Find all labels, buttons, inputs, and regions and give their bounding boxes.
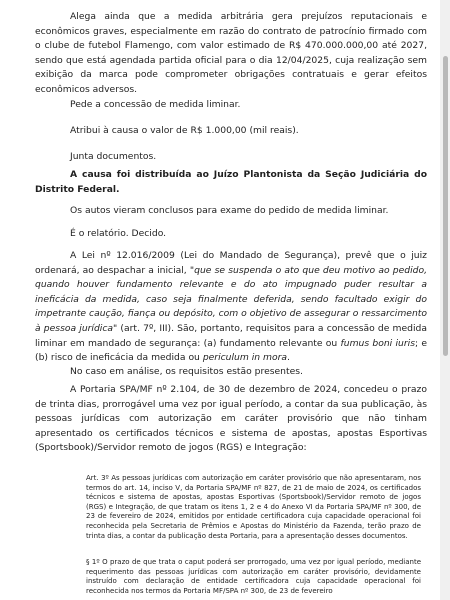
- paragraph-no-caso: No caso em análise, os requisitos estão presentes.: [70, 366, 303, 377]
- lei-fumus: fumus boni iuris: [340, 337, 415, 349]
- paragraph-lei: [35, 249, 427, 366]
- lei-mid: (art. 7º, III). São, portanto, requisitos para a concessão de medida liminar em mandado de segurança: (a) fundamento relevante ou: [35, 322, 427, 349]
- lei-end: .: [287, 352, 290, 364]
- citation-block: [0, 468, 440, 600]
- paragraph-junta: Junta documentos.: [70, 151, 157, 162]
- vertical-scrollbar[interactable]: [440, 0, 450, 600]
- paragraph-portaria: A Portaria SPA/MF nº 2.104, de 30 de dezembro de 2024, concedeu o prazo de trinta dias, prorrogável uma vez por igual período, a contar da sua publicação, às pessoas jurídicas com autorização em caráter provisório que não tinham apresentado os certificados técnicos e sistema de apostas, apostas Esportivas (Sportsbook)/Servidor remoto de jogos (RGS) e Integração:: [35, 384, 427, 454]
- lei-quote: "que se suspenda o ato que deu motivo ao pedido, quando houver fundamento relevante e do ato impugnado puder resultar a ineficácia da medida, caso seja finalmente deferida, sendo facultado exigir do impetrante caução, fiança ou depósito, com o objetivo de assegurar o ressarcimento à pessoa jurídica": [35, 264, 428, 334]
- lei-mid2: ; e (b) risco de ineficácia da medida ou: [35, 337, 427, 364]
- paragraph-alega: Alega ainda que a medida arbitrária gera prejuízos reputacionais e econômicos graves, especialmente em razão do contrato de patrocínio firmado com o clube de futebol Flamengo, com valor estimado de R$ 470.000.000,00 até 2027, sendo que está agendada partida oficial para o dia 12/04/2025, cuja realização sem exibição da marca pode comprometer obrigações contratuais e gerar efeitos econômicos adversos.: [35, 11, 427, 95]
- citation-art-3: Art. 3º As pessoas jurídicas com autorização em caráter provisório que não apresentaram, nos termos do art. 14, inciso V, da Portaria SPA/MF nº 827, de 21 de maio de 2024, os certificados técnicos e sistema de apostas, apostas Esportivas (Sportsbook)/Servidor remoto de jogos (RGS) e Integração, de que tratam os itens 1, 2 e 4 do Anexo VI da Portaria SPA/MF nº 300, de 23 de fevereiro de 2024, emitidos por entidade certificadora cuja capacidade operacional foi reconhecida pela Secretaria de Prêmios e Apostas do Ministério da Fazenda, terão prazo de trinta dias, a contar da publicação desta Portaria, para a apresentação desses documentos.: [86, 474, 421, 540]
- citation-paragraph-1: § 1º O prazo de que trata o caput poderá ser prorrogado, uma vez por igual período, mediante requerimento das pessoas jurídicas com autorização em caráter provisório, devidamente instruído com declaração de entidade certificadora cuja capacidade operacional foi reconhecida nos termos da Portaria MF/SPA nº 300, de 23 de fevereiro: [86, 558, 421, 595]
- scrollbar-thumb[interactable]: [443, 56, 448, 356]
- lei-intro: A Lei nº 12.016/2009 (Lei do Mandado de Segurança), prevê que o juiz ordenará, ao despachar a inicial,: [35, 250, 427, 276]
- paragraph-conclusos: Os autos vieram conclusos para exame do pedido de medida liminar.: [70, 205, 389, 216]
- paragraph-atribui: Atribui à causa o valor de R$ 1.000,00 (mil reais).: [70, 125, 299, 136]
- paragraph-relatorio: É o relatório. Decido.: [70, 228, 167, 239]
- paragraph-distribuida: A causa foi distribuída ao Juízo Plantonista da Seção Judiciária do Distrito Federal.: [35, 169, 427, 195]
- paragraph-pede: Pede a concessão de medida liminar.: [70, 99, 241, 110]
- lei-periculum: periculum in mora: [202, 352, 288, 364]
